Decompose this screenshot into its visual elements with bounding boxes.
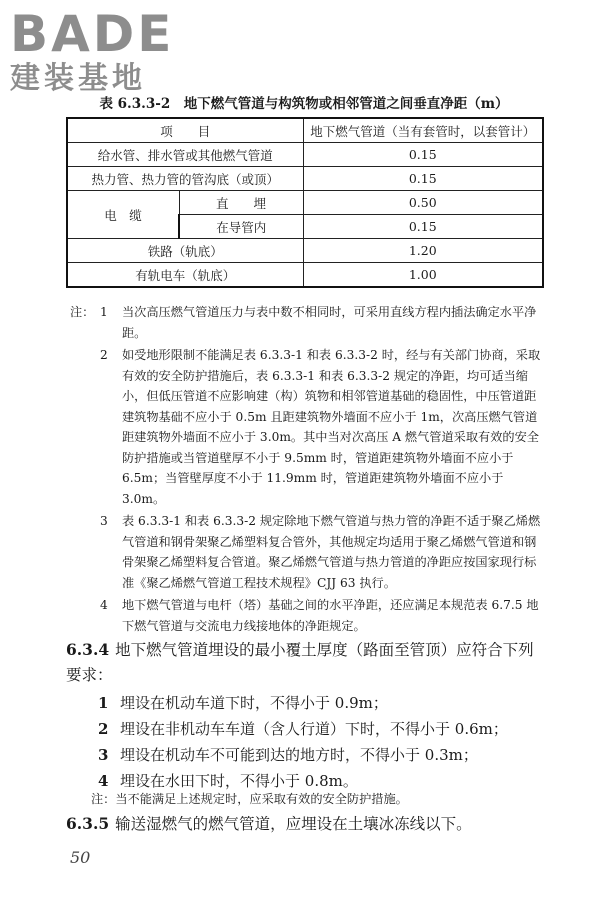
item-number: 4 — [98, 772, 109, 790]
table-title: 表 6.3.3-2 地下燃气管道与构筑物或相邻管道之间垂直净距（m） — [99, 96, 509, 112]
list-item — [98, 716, 548, 742]
note-item — [70, 595, 544, 636]
row-value: 1.20 — [303, 239, 543, 263]
notes-label: 注： — [70, 305, 95, 319]
note-text: 当次高压燃气管道压力与表中数不相同时，可采用直线方程内插法确定水平净距。 — [122, 305, 537, 340]
row-label: 给水管、排水管或其他燃气管道 — [67, 143, 303, 167]
table-row — [67, 143, 543, 167]
row-label: 铁路（轨底） — [67, 239, 303, 263]
note-text: 如受地形限制不能满足表 6.3.3-1 和表 6.3.3-2 时，经与有关部门协商，采取有效的安全防护措施后，表 6.3.3-1 和表 6.3.3-2 规定的净距，均可适当缩小，但低压管道不应影响建（构）筑物和相邻管道基础的稳固性，中压管道距建筑物基础不应小于 0.5m 且距建筑物外墙面不应小于 1m，次高压燃气管道距建筑物外墙面不应小于 3.0m。其中当对次高压 A 燃气管道采取有效的安全防护措施或当管道壁厚不小于 9.5mm 时，管道距建筑物外墙面不应小于 6.5m；当管壁厚度不小于 11.9mm 时，管道距建筑物外墙面不应小于 3.0m。 — [122, 348, 541, 506]
list-item — [98, 690, 548, 716]
table-row — [67, 191, 543, 215]
note-number: 4 — [100, 598, 108, 612]
item-number: 3 — [98, 746, 109, 764]
table-row — [67, 263, 543, 288]
table-row — [67, 167, 543, 191]
item-text: 埋设在非机动车车道（含人行道）下时，不得小于 0.6m； — [120, 720, 508, 738]
logo-subtitle: 建装基地 — [10, 61, 146, 96]
brand-logo — [10, 5, 180, 96]
cable-label: 电 缆 — [67, 191, 179, 239]
row-value: 0.50 — [303, 191, 543, 215]
table-header-row — [67, 118, 543, 143]
clause-number: 6.3.5 — [66, 814, 110, 833]
table-notes — [70, 302, 544, 638]
cover-depth-list — [98, 690, 548, 794]
note-item — [70, 511, 544, 593]
header-item: 项 目 — [67, 118, 303, 143]
note-item — [70, 345, 544, 509]
row-label: 热力管、热力管的管沟底（或顶） — [67, 167, 303, 191]
note-number: 3 — [100, 514, 108, 528]
clause-6-3-4 — [66, 637, 546, 688]
table-row — [67, 239, 543, 263]
note-item — [70, 302, 544, 343]
row-value: 1.00 — [303, 263, 543, 288]
row-label: 有轨电车（轨底） — [67, 263, 303, 288]
item-text: 埋设在水田下时，不得小于 0.8m。 — [120, 772, 358, 790]
clause-6-3-5 — [66, 811, 546, 837]
row-value: 0.15 — [303, 215, 543, 239]
cable-sub-label: 在导管内 — [179, 215, 303, 239]
note-number: 1 — [100, 305, 108, 319]
header-value: 地下燃气管道（当有套管时，以套管计） — [303, 118, 543, 143]
note-number: 2 — [100, 348, 108, 362]
clause-note: 注：当不能满足上述规定时，应采取有效的安全防护措施。 — [91, 792, 408, 806]
clause-text: 输送湿燃气的燃气管道，应埋设在土壤冰冻线以下。 — [115, 815, 472, 833]
cable-sub-label: 直 埋 — [179, 191, 303, 215]
note-text: 地下燃气管道与电杆（塔）基础之间的水平净距，还应满足本规范表 6.7.5 地下燃气管道与交流电力线接地体的净距规定。 — [122, 598, 539, 633]
clearance-table — [66, 117, 544, 288]
item-number: 1 — [98, 694, 109, 712]
item-number: 2 — [98, 720, 109, 738]
page-number: 50 — [70, 848, 91, 867]
logo-mark: BADE — [10, 5, 175, 63]
clause-number: 6.3.4 — [66, 640, 110, 659]
row-value: 0.15 — [303, 167, 543, 191]
item-text: 埋设在机动车不可能到达的地方时，不得小于 0.3m； — [120, 746, 478, 764]
clause-text: 地下燃气管道埋设的最小覆土厚度（路面至管顶）应符合下列要求： — [66, 641, 534, 684]
list-item — [98, 742, 548, 768]
row-value: 0.15 — [303, 143, 543, 167]
note-text: 表 6.3.3-1 和表 6.3.3-2 规定除地下燃气管道与热力管的净距不适于聚乙烯燃气管道和钢骨架聚乙烯塑料复合管外，其他规定均适用于聚乙烯燃气管道和钢骨架聚乙烯塑料复合管道。聚乙烯燃气管道与热力管道的净距应按国家现行标准《聚乙烯燃气管道工程技术规程》CJJ 63 执行。 — [122, 514, 541, 590]
item-text: 埋设在机动车道下时，不得小于 0.9m； — [120, 694, 388, 712]
